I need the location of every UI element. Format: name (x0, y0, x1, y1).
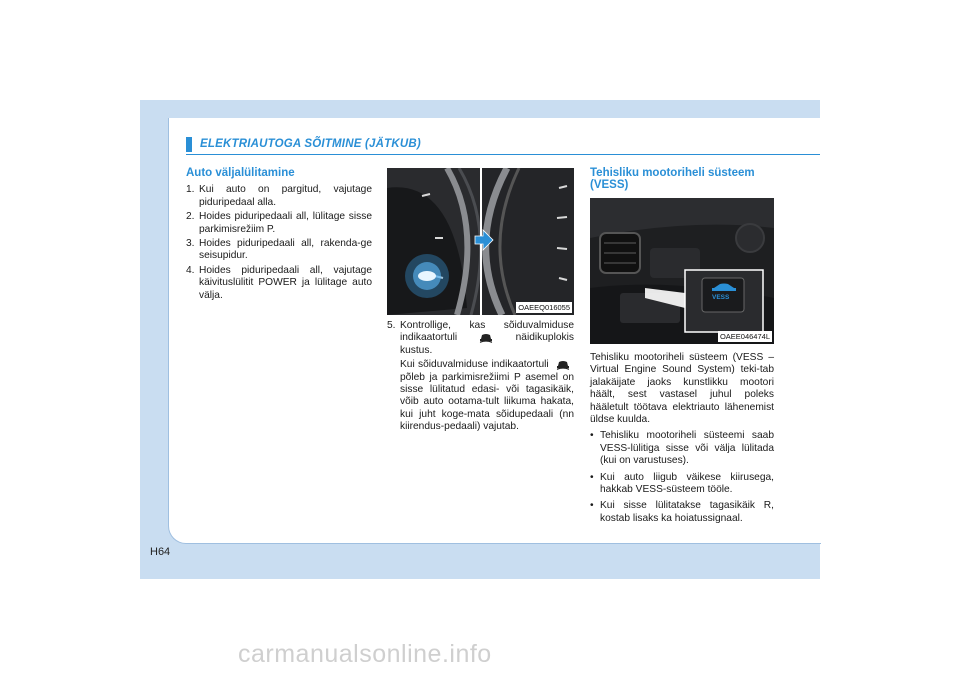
bullet-icon: • (590, 500, 594, 512)
step5-text-a: Kontrollige, kas sõiduvalmiduse indikaatortuli (400, 320, 574, 344)
middle-column (387, 320, 574, 434)
list-text: Hoides piduripedaali all, rakenda-ge seisupidur. (199, 238, 372, 262)
list-item (387, 320, 574, 357)
vess-button-label: VESS (712, 294, 730, 301)
list-num: 3. (186, 238, 195, 250)
section-marker (186, 137, 192, 152)
list-text (400, 320, 574, 357)
list-item (186, 238, 372, 263)
para-text-a: Kui sõiduvalmiduse indikaatortuli (400, 359, 549, 371)
step5-text-b: näidikuplokis kustus. (400, 332, 574, 356)
list-item (186, 265, 372, 302)
list-text: Kui auto on pargitud, vajutage piduripedaal alla. (199, 184, 372, 208)
image-code: OAEEQ016055 (518, 303, 570, 312)
right-column-body (590, 352, 774, 525)
list-text: Hoides piduripedaali all, vajutage käivituslülitit POWER ja lülitage auto välja. (199, 264, 372, 301)
right-title: Tehisliku mootoriheli süsteem (VESS) (590, 167, 755, 192)
list-item (590, 500, 774, 525)
list-num: 5. (387, 320, 396, 331)
list-text: Hoides piduripedaali all, lülitage sisse parkimisrežiim P. (199, 211, 372, 235)
ready-car-icon (556, 360, 570, 370)
list-item (590, 472, 774, 497)
cluster-photo (387, 168, 574, 315)
dashboard-photo (590, 198, 774, 344)
section-rule (186, 154, 820, 155)
list-text: Tehisliku mootoriheli süsteemi saab VESS-lülitiga sisse või välja lülitada (kui on varustuses). (600, 430, 774, 467)
left-title: Auto väljalülitamine (186, 167, 295, 179)
list-item (186, 184, 372, 209)
list-text: Kui sisse lülitatakse tagasikäik R, kostab lisaks ka hoiatussignaal. (600, 500, 774, 524)
dashboard-illustration (590, 198, 774, 344)
right-column-header (590, 167, 774, 192)
right-intro: Tehisliku mootoriheli süsteem (VESS – Virtual Engine Sound System) teki-tab jalakäijate jaoks kunstlikku mootori häält, sest vastasel juhul poleks hääletult töötava elektriauto lähenemist üldse kuulda. (590, 352, 774, 426)
list-text: Kui auto liigub väikese kiirusega, hakkab VESS-süsteem tööle. (600, 471, 774, 496)
image-code: OAEE046474L (719, 332, 770, 341)
list-item (186, 211, 372, 236)
list-num: 1. (186, 184, 195, 196)
list-num: 2. (186, 211, 195, 223)
list-num: 4. (186, 264, 195, 276)
page-number: H64 (150, 546, 171, 558)
ready-car-icon (479, 333, 493, 343)
cluster-illustration (387, 168, 574, 315)
left-column (186, 167, 372, 304)
watermark: carmanualsonline.info (238, 640, 492, 668)
middle-paragraph (400, 359, 574, 433)
para-text-b: põleb ja parkimisrežiimi P asemel on sisse lülitatud edasi- või tagasikäik, võib auto ootama-tult liikuma hakata, kui juht koge-mata sõidupedaali (nn kiirendus-pedaali) vajutab. (400, 371, 574, 433)
bullet-icon: • (590, 471, 594, 483)
bullet-icon: • (590, 430, 594, 442)
section-title: ELEKTRIAUTOGA SÕITMINE (JÄTKUB) (200, 138, 421, 150)
list-item (590, 430, 774, 467)
